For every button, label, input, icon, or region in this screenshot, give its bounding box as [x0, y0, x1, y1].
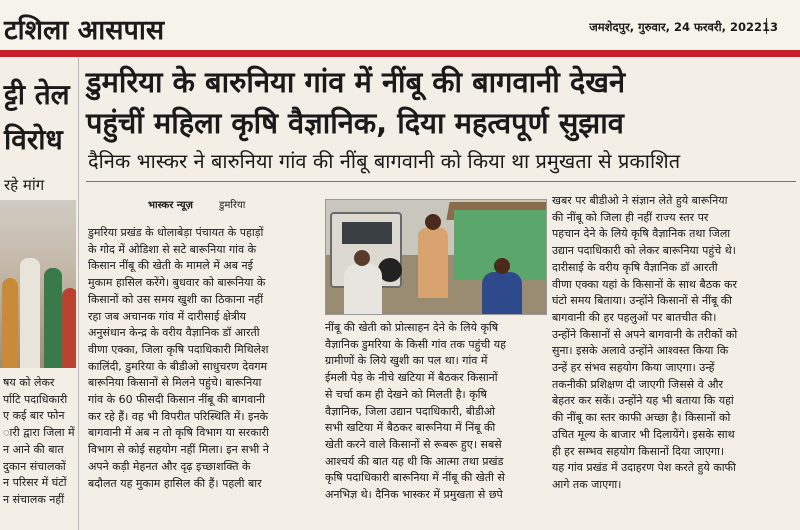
- article-photo: [325, 199, 547, 315]
- article-headline: [86, 62, 796, 144]
- article-column-3: [552, 193, 778, 494]
- text-line: विभाग से कोई सहयोग नहीं मिला। इन सभी ने: [88, 443, 269, 457]
- text-line: आश्चर्य की बात यह थी कि आत्मा तथा प्रखंड: [325, 454, 504, 468]
- text-line: उद्यान पदाधिकारी को लेकर बारूनिया पहुंचे थे।: [552, 244, 736, 258]
- left-article-photo: [0, 200, 76, 368]
- text-line: सुना। इसके अलावे उन्होंने आश्वस्त किया कि: [552, 344, 729, 358]
- text-line: बारूनिया किसानों से मिलने पहुंचे। बारूनिया: [88, 376, 262, 390]
- text-line: न परिसर में घंटों: [3, 476, 67, 490]
- text-line: न संचालक नहीं: [3, 492, 65, 506]
- text-line: अनभिज्ञ थे। दैनिक भास्कर में प्रमुखता से छपे: [325, 488, 503, 502]
- text-line: आगे तक जाएगा।: [552, 477, 622, 491]
- text-line: यह गांव प्रखंड में उदाहरण पेश करते हुये काफी: [552, 461, 736, 475]
- text-line: मुकाम हासिल करेंगे। बुधवार को बारूनिया के: [88, 276, 266, 290]
- text-line: ही हर सम्भव सहयोग किसानों दिया जाएगा।: [552, 444, 725, 458]
- text-line: उन्होंने किसानों से अपने बागवानी के तरीकों को: [552, 327, 738, 341]
- person-head: [494, 258, 510, 274]
- left-article-body: [3, 375, 76, 509]
- standing-scientist: [418, 228, 448, 298]
- text-line: कालिंदी, डुमरिया के बीडीओ साधुचरण देवगम: [88, 359, 268, 373]
- text-line: पहचान देने के लिये कृषि वैज्ञानिक तथा जिला: [552, 227, 731, 241]
- dateline: जमशेदपुर, गुरुवार, 24 फरवरी, 2022: [589, 20, 762, 34]
- section-title: टशिला आसपास: [4, 15, 165, 46]
- text-line: से चर्चा कम ही देखने को मिलती है। कृषि: [325, 387, 487, 401]
- text-line: खबर पर बीडीओ ने संज्ञान लेते हुये बारूनिया: [552, 194, 728, 207]
- text-line: वैज्ञानिक डुमरिया के किसी गांव तक पहुंची यह: [325, 337, 506, 351]
- left-headline-line-1: ट्टी तेल: [4, 78, 70, 111]
- text-line: ईमली पेड़ के नीचे खटिया में बैठकर किसानों: [325, 371, 498, 385]
- text-line: वैज्ञानिक, जिला उद्यान पदाधिकारी, बीडीओ: [325, 404, 495, 418]
- text-line: किसान नींबू की खेती के मामले में अब नई: [88, 259, 253, 273]
- text-line: दारीसाई के वरीय कृषि वैज्ञानिक डॉ आरती: [552, 260, 718, 274]
- text-line: के गोद में ओडिशा से सटे बारूनिया गांव के: [88, 242, 257, 256]
- text-line: बागवानी की हर पहलुओं पर बातचीत की।: [552, 310, 717, 324]
- text-line: ए कई बार फोन: [3, 409, 65, 423]
- person-head: [354, 250, 370, 266]
- text-line: उन्हें हर संभव सहयोग किया जाएगा। उन्हें: [552, 361, 715, 375]
- text-line: कर रहे हैं। वह भी विपरीत परिस्थिति में। इनके: [88, 409, 268, 423]
- text-line: किसानों को उस समय खुशी का ठिकाना नहीं: [88, 292, 264, 306]
- byline: भास्कर न्यूज़: [148, 200, 193, 211]
- text-line: ग्रामीणों के लिये खुशी का पल था। गांव में: [325, 354, 488, 368]
- article-subhead: दैनिक भास्कर ने बारुनिया गांव की नींबू बागवानी को किया था प्रमुखता से प्रकाशित: [88, 149, 681, 173]
- text-line: तकनीकी प्रशिक्षण दी जाएगी जिससे वे और: [552, 377, 723, 391]
- text-line: की नींबू का स्तर काफी अच्छा है। किसानों को: [552, 411, 731, 425]
- article-column-2: [325, 320, 547, 504]
- text-line: रहा जब अचानक गांव में दारीसाई क्षेत्रीय: [88, 309, 247, 323]
- seated-person-left: [344, 264, 382, 315]
- article-column-1: [88, 225, 316, 492]
- text-line: वीणा एक्का, जिला कृषि पदाधिकारी मिथिलेश: [88, 342, 269, 356]
- text-line: वीणा एक्का यहां के किसानों के साथ बैठक कर: [552, 277, 737, 291]
- text-line: दुकान संचालकों: [3, 459, 66, 473]
- text-line: बागवानी में अब न तो कृषि विभाग या सरकारी: [88, 426, 269, 440]
- text-line: घंटो समय बिताया। उन्होंने किसानों से नींबू की: [552, 294, 733, 308]
- text-line: नींबू की खेती को प्रोत्साहन देने के लिये कृषि: [325, 321, 499, 334]
- text-line: अपने कड़ी मेहनत और दृढ़ इच्छाशक्ति के: [88, 459, 251, 473]
- text-line: अनुसंधान केन्द्र के वरीय वैज्ञानिक डॉ आरती: [88, 326, 260, 340]
- text-line: बेहतर कर सकें। उन्होंने यह भी बताया कि यहां: [552, 394, 734, 408]
- masthead-red-rule: [0, 50, 800, 57]
- text-line: डुमरिया प्रखंड के धोलाबेड़ा पंचायत के पहाड़ों: [88, 226, 264, 239]
- dateline-place: डुमरिया: [219, 200, 246, 211]
- headline-line-2: पहुंचीं महिला कृषि वैज्ञानिक, दिया महत्वपूर्ण सुझाव: [86, 106, 624, 140]
- text-line: की नींबू को जिला ही नहीं राज्य स्तर पर: [552, 210, 709, 224]
- text-line: उचित मूल्य के बाजार भी दिलायेंगे। इसके साथ: [552, 427, 735, 441]
- seated-person-right: [482, 272, 522, 315]
- left-adjacent-article: [0, 57, 79, 530]
- text-line: खेती करने वाले किसानों से रूबरू हुए। सबसे: [325, 437, 502, 451]
- headline-line-1: डुमरिया के बारुनिया गांव में नींबू की बागवानी देखने: [86, 65, 626, 99]
- person-head: [425, 214, 441, 230]
- text-line: षय को लेकर: [3, 376, 55, 389]
- text-line: गांव के 60 फीसदी किसान नींबू की बागवानी: [88, 393, 265, 407]
- left-subhead: रहे मांग: [4, 176, 45, 194]
- text-line: सभी खटिया में बैठकर बारूनिया में निंबू की: [325, 421, 496, 435]
- text-line: ारी द्वारा जिला में: [3, 426, 75, 440]
- text-line: कृषि पदाधिकारी बारूनिया में नींबू की खेती से: [325, 471, 505, 485]
- text-line: न आने की बात: [3, 442, 64, 456]
- text-line: र्पाटि पदाधिकारी: [3, 392, 68, 406]
- text-line: बदौलत यह मुकाम हासिल की हैं। पहली बार: [88, 476, 262, 490]
- left-headline-line-2: विरोध: [4, 123, 63, 156]
- page-number: 13: [761, 20, 778, 34]
- headline-divider: [86, 181, 796, 182]
